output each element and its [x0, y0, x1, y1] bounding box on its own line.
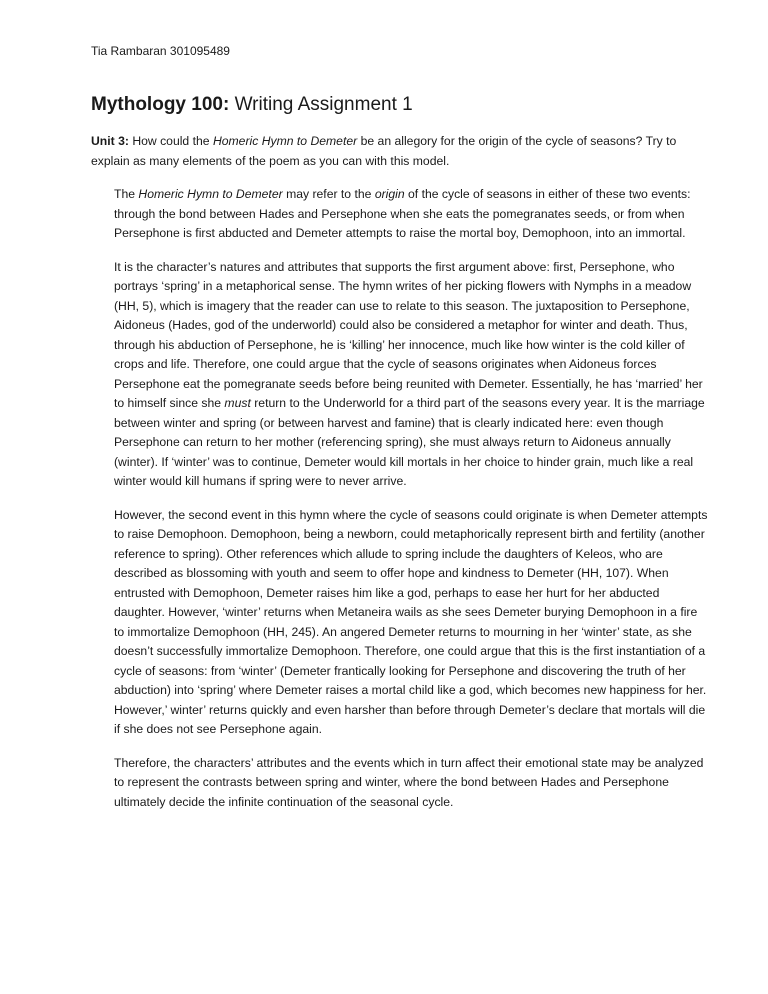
paragraph-4: Therefore, the characters’ attributes and the events which in turn affect their emotional state may be analyzed to represent the contrasts between spring and winter, where the bond between Hades and Persephone ultimately decide the infinite continuation of the seasonal cycle. [114, 755, 704, 809]
p1-text-a: The [114, 187, 136, 201]
author-line: Tia Rambaran 301095489 [91, 44, 230, 58]
course-name: Mythology 100: [91, 94, 230, 115]
p2-text-a: It is the character’s natures and attributes that supports the first argument above: first, Persephone, who portrays ‘spring’ in a metaphorical sense. The hymn writes of her picking flowers with Nymphs in a meadow (HH, 5), which is imagery that the reader can use to relate to this season. The juxtaposition to Persephone, Aidoneus (Hades, god of the underworld) could also be considered a metaphor for winter and death. Thus, through his abduction of Persephone, he is ‘killing’ her innocence, much like how winter is the cold killer of crops and life. Therefore, one could argue that the cycle of seasons originates when Aidoneus forces Persephone eat the pomegranate seeds before being reunited with Demeter. Essentially, he has ‘married’ her to himself since she [114, 259, 703, 410]
work-title: Homeric Hymn to Demeter [212, 134, 358, 148]
assignment-question [91, 132, 708, 171]
p1-work-title: Homeric Hymn to Demeter [138, 187, 283, 201]
page-title [91, 94, 708, 116]
p2-text-b: return to the Underworld for a third part of the seasons every year. It is the marriage between winter and spring (or between harvest and famine) that is clearly indicated here: even though Persephone can return to her mother (referencing spring), she must always return to Aidoneus annually (winter). If ‘winter’ was to continue, Demeter would kill mortals in her choice to hinder grain, much like a real winter would kill humans if spring were to never arrive. [114, 396, 705, 488]
essay-body [91, 185, 708, 812]
p1-text-c: of the cycle of seasons in either of these two events: through the bond between Hades and Persephone when she eats the pomegranates seeds, or from when Persephone is first abducted and Demeter attempts to raise the mortal boy, Demophoon, into an immortal. [114, 187, 691, 240]
unit-label: Unit 3: [91, 134, 129, 148]
assignment-name: Writing Assignment 1 [234, 94, 413, 115]
p1-origin-emphasis: origin [374, 187, 405, 201]
paragraph-1 [114, 185, 708, 244]
question-text-end: be an allegory for the origin of the cycle of seasons? Try to explain as many elements of the poem as you can with this model. [91, 134, 677, 168]
p2-must-emphasis: must [224, 396, 251, 410]
p1-text-b: may refer to the [286, 187, 372, 201]
question-text-start: How could the [132, 134, 210, 148]
paragraph-2 [114, 258, 708, 492]
paragraph-3: However, the second event in this hymn where the cycle of seasons could originate is when Demeter attempts to raise Demophoon. Demophoon, being a newborn, could metaphorically represent birth and fertility (another reference to spring). Other references which allude to spring include the daughters of Keleos, who are described as blossoming with youth and seem to offer hope and kindness to Demeter (HH, 107). When entrusted with Demophoon, Demeter raises him like a god, perhaps to ease her hurt for her abducted daughter. However, ‘winter’ returns when Metaneira wails as she sees Demeter burying Demophoon in a fire to immortalize Demophoon (HH, 245). An angered Demeter returns to mourning in her ‘winter’ state, as she doesn’t successfully immortalize Demophoon. Therefore, one could argue that this is the first instantiation of a cycle of seasons: from ‘winter’ (Demeter frantically looking for Persephone and discovering the truth of her abduction) into ‘spring’ where Demeter raises a mortal child like a god, which becomes new happiness for her. However,’ winter’ returns quickly and even harsher than before through Demeter’s declare that mortals will die if she does not see Persephone again. [114, 507, 708, 736]
